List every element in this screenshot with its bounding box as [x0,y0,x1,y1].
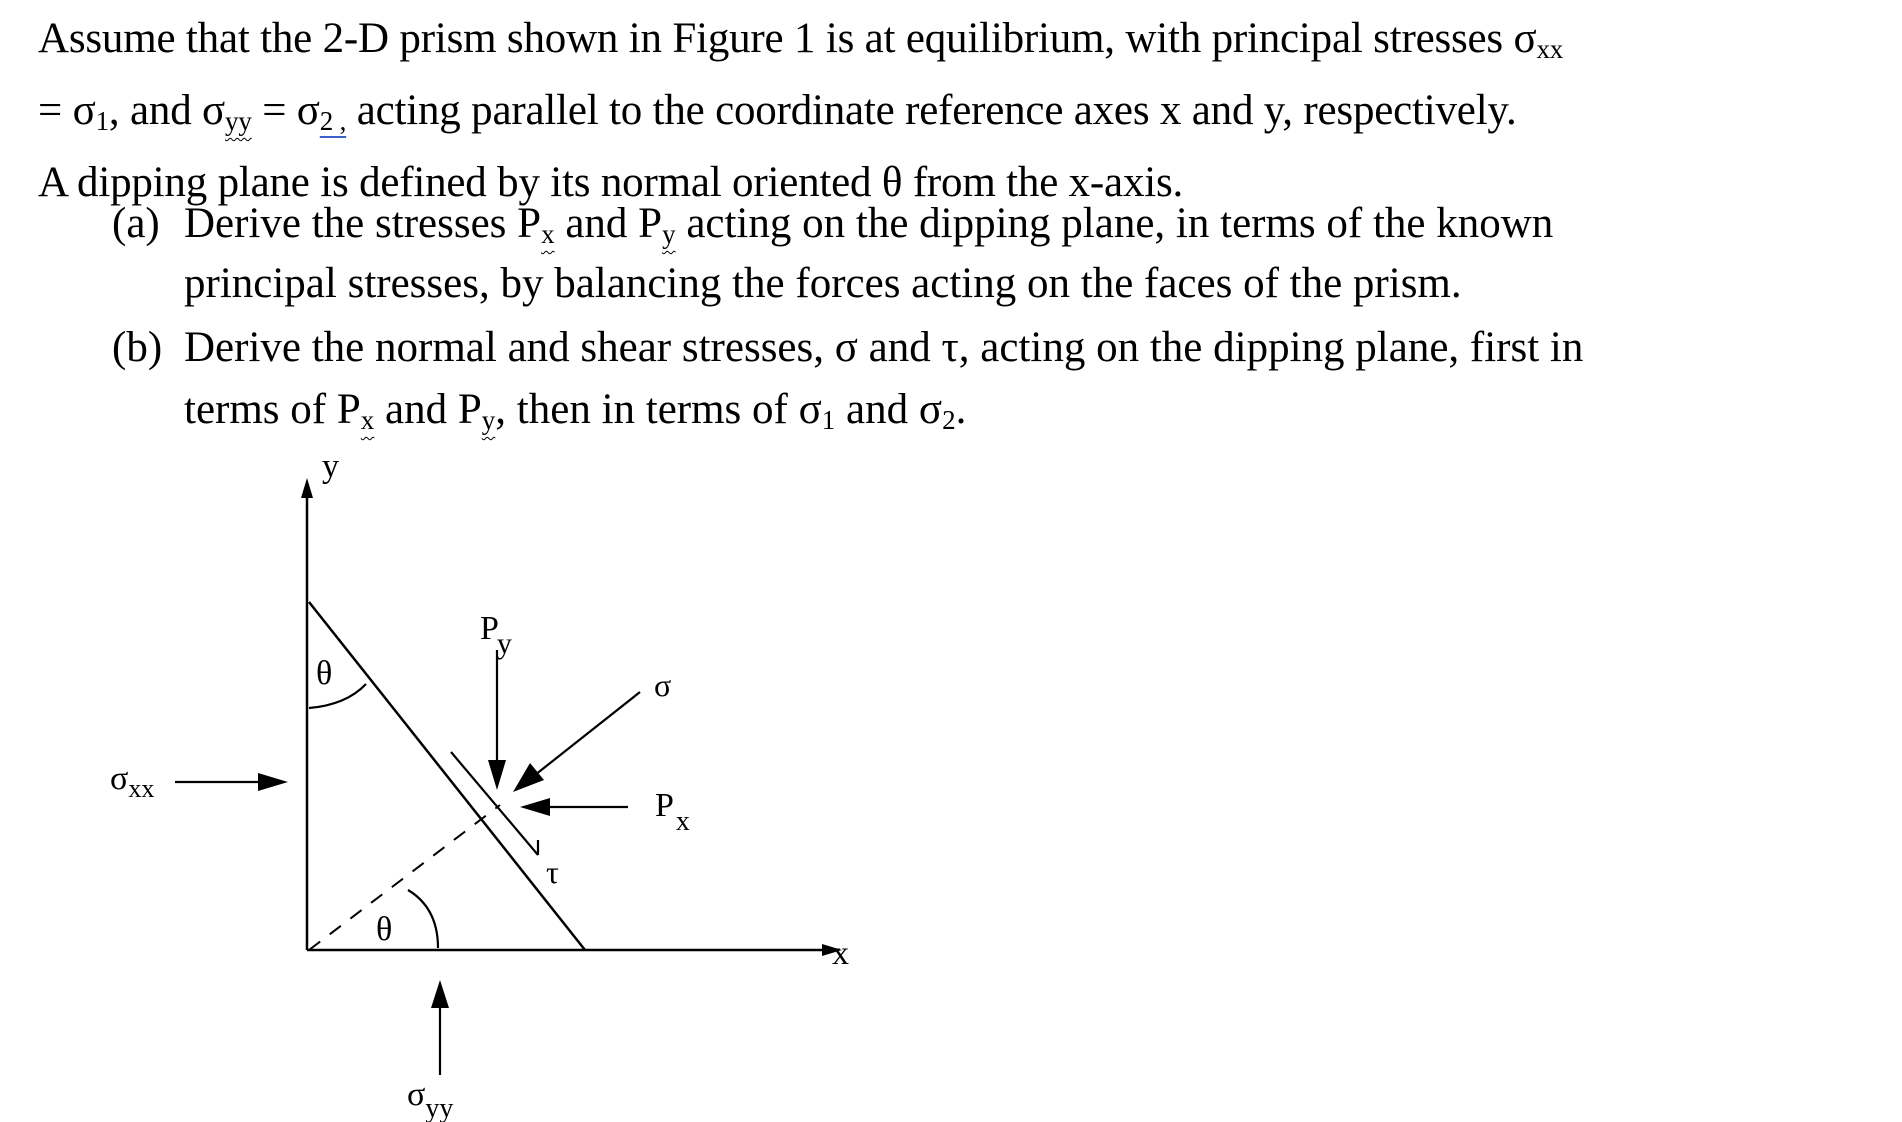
theta-arc-bottom [408,890,438,948]
part-a-label: (a) [112,200,160,247]
tau-label: τ [546,854,559,890]
part-b-line-2: terms of $P_x$ and $P_y$, then in terms of $\sigma_1$ and $\sigma_2$. [184,386,967,435]
part-a-line-2: principal stresses, by balancing the forces acting on the faces of the prism. [184,260,1462,307]
sigma-xx-subscript: xx [1536,34,1564,64]
theta-top-label: θ [316,655,333,692]
y-axis-arrow-icon [301,478,313,498]
part-b-line-1: Derive the normal and shear stresses, σ and τ, acting on the dipping plane, first in [184,324,1584,371]
theta-bottom-label: θ [376,911,393,948]
part-b-label: (b) [112,324,163,371]
px-arrowhead-icon [520,798,550,816]
intro-line-1: Assume that the 2-D prism shown in Figure 1 is at equilibrium, with principal stresses $\sigma_{xx}$ [38,15,1564,64]
sigma-yy-subscript: yy [225,106,252,136]
sigma-2-subscript: 2 , [319,106,347,136]
sigma-arrow-line [535,692,640,775]
x-axis-label: x [832,935,849,972]
intro-line-2: = $\sigma_1$, and $\sigma_{yy} = \sigma_{2 ,}$ acting parallel to the coordinate reference axes x and y, respectively. [38,87,1517,136]
part-a-line-1: Derive the stresses $P_x$ and $P_y$ acting on the dipping plane, in terms of the known [184,200,1554,249]
sigma-yy-label: $\sigma_{yy}$ [407,1076,454,1122]
py-arrowhead-icon [488,760,506,790]
plane-normal-dashed [309,805,500,950]
sigma-xx-label: $\sigma_{xx}$ [110,760,155,803]
y-axis-label: y [322,448,339,485]
sigma-xx-arrowhead-icon [258,773,288,791]
sigma-yy-arrowhead-icon [431,980,449,1008]
sigma-arrowhead-icon [513,763,544,792]
intro-line-3: A dipping plane is defined by its normal oriented θ from the x-axis. [38,159,1184,206]
px-label: $P_x$ [655,787,690,837]
sigma-label: σ [654,667,672,703]
dipping-plane [309,602,585,950]
py-label: Py [480,610,512,660]
